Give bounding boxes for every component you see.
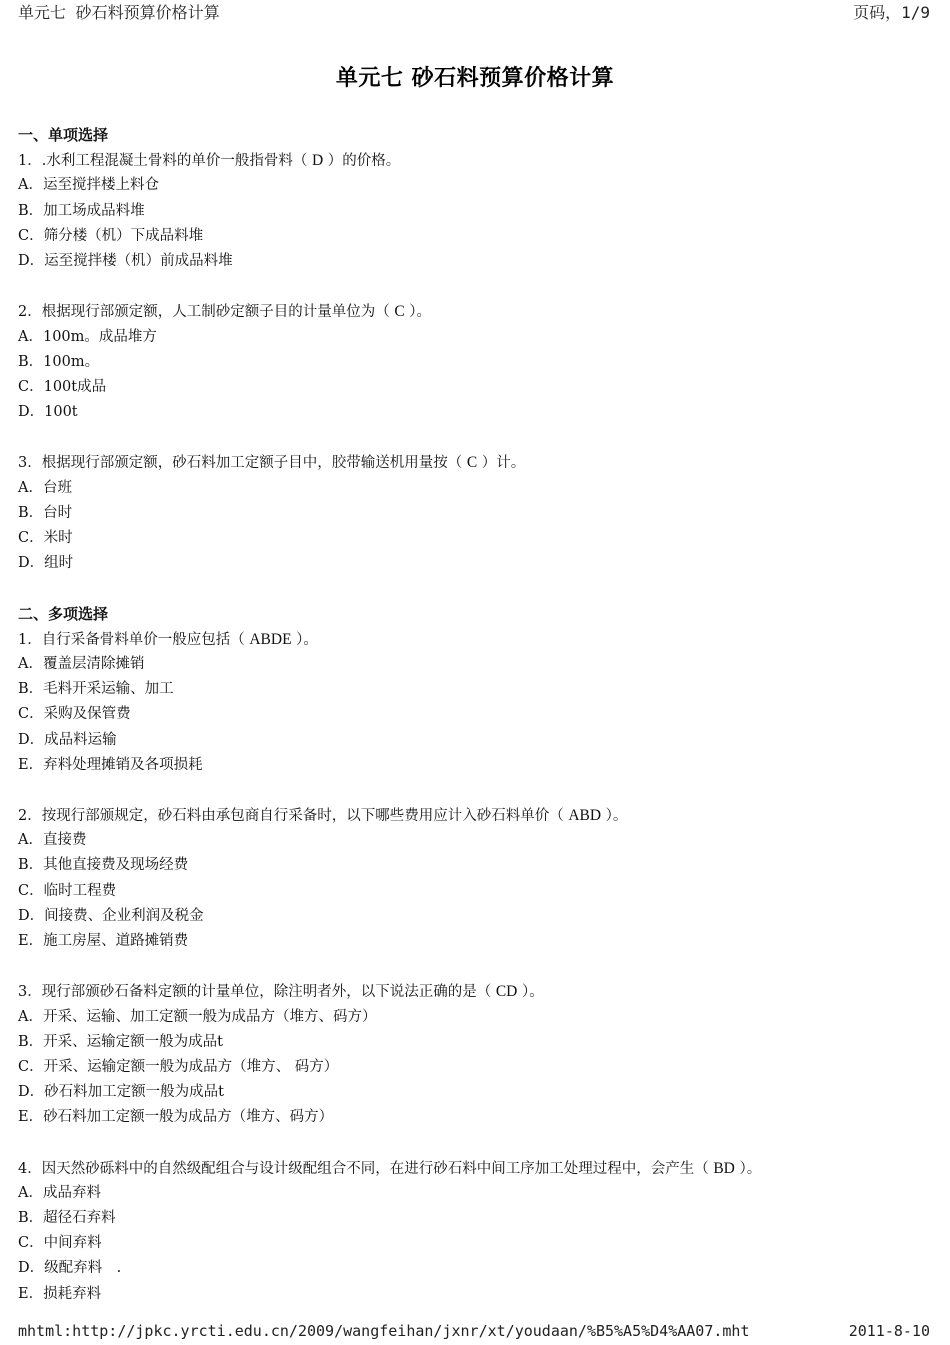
option-b: B．毛料开采运输、加工 <box>18 681 174 698</box>
option-e: E．施工房屋、道路摊销费 <box>18 933 189 949</box>
stem-text: 3．根据现行部颁定额，砂石料加工定额子目中，胶带输送机用量按（ <box>18 455 467 472</box>
answer-key: C <box>394 303 405 321</box>
stem-text-end: ）。 <box>517 984 544 1001</box>
question-stem <box>18 803 928 828</box>
option-b: B．其他直接费及现场经费 <box>18 857 189 874</box>
question-stem <box>18 979 928 1004</box>
question-stem <box>18 450 928 475</box>
question-item <box>18 450 928 576</box>
option-c: C．筛分楼（机）下成品料堆 <box>18 227 204 244</box>
option-b: B．台时 <box>18 504 73 521</box>
option-c: C．开采、运输定额一般为成品方（堆方、 码方） <box>18 1058 339 1075</box>
stem-text-end: ）。 <box>404 304 432 321</box>
option-b: B．超径石弃料 <box>18 1210 116 1227</box>
stem-text: 4．因天然砂砾料中的自然级配组合与设计级配组合不同，在进行砂石料中间工序加工处理过程中，会产生（ <box>18 1160 714 1177</box>
option-b: B．加工场成品料堆 <box>18 202 145 219</box>
stem-text-end: ）计。 <box>477 455 526 472</box>
option-a: A．开采、运输、加工定额一般为成品方（堆方、码方） <box>18 1008 377 1025</box>
section-heading: 一、单项选择 <box>18 126 109 144</box>
option-e: E．损耗弃料 <box>18 1285 102 1302</box>
stem-text: 2．按现行部颁规定，砂石料由承包商自行采备时，以下哪些费用应计入砂石料单价（ <box>18 808 569 825</box>
option-c: C．采购及保管费 <box>18 706 131 723</box>
page-title: 单元七 砂石料预算价格计算 <box>335 66 615 91</box>
document-body <box>18 123 928 1332</box>
option-a: A．100m。成品堆方 <box>18 328 157 345</box>
stem-text-end: ）。 <box>734 1160 762 1177</box>
answer-key: ABDE <box>249 630 292 648</box>
stem-text-end: ）。 <box>601 808 628 825</box>
answer-key: ABD <box>568 807 602 825</box>
stem-text: 3．现行部颁砂石备料定额的计量单位，除注明者外，以下说法正确的是（ <box>18 984 496 1001</box>
question-stem <box>18 148 928 173</box>
stem-text-end: ）。 <box>291 631 318 648</box>
option-e: E．砂石料加工定额一般为成品方（堆方、码方） <box>18 1109 334 1126</box>
question-stem <box>18 627 928 652</box>
page-number: 页码，1/9 <box>853 3 930 22</box>
option-d: D．成品料运输 <box>18 731 117 748</box>
option-d: D．砂石料加工定额一般为成品t <box>18 1084 224 1101</box>
print-footer <box>18 1322 930 1344</box>
option-a: A．直接费 <box>18 832 87 849</box>
answer-key: BD <box>713 1159 735 1177</box>
option-c: C．100t成品 <box>18 378 107 395</box>
question-stem <box>18 1156 928 1181</box>
option-c: C．临时工程费 <box>18 882 117 899</box>
stem-text-end: ）的价格。 <box>323 153 401 170</box>
option-d: D．组时 <box>18 555 74 572</box>
section-heading: 二、多项选择 <box>18 604 109 623</box>
question-item <box>18 627 928 778</box>
option-a: A．成品弃料 <box>18 1184 101 1201</box>
answer-key: CD <box>495 983 518 1001</box>
option-b: B．100m。 <box>18 353 100 370</box>
source-url: mhtml:http://jpkc.yrcti.edu.cn/2009/wangfeihan/jxnr/xt/youdaan/%B5%A5%D4%AA07.mht <box>18 1322 750 1340</box>
question-item <box>18 979 928 1130</box>
option-d: D．间接费、企业利润及税金 <box>18 907 204 924</box>
stem-text: 1．自行采备骨料单价一般应包括（ <box>18 631 250 648</box>
stem-text: 2．根据现行部颁定额，人工制砂定额子目的计量单位为（ <box>18 304 395 321</box>
print-header-title: 单元七 砂石料预算价格计算 <box>18 3 220 22</box>
print-header <box>18 0 930 24</box>
answer-key: D <box>311 152 324 170</box>
section-single-choice <box>18 123 928 576</box>
option-d: D．100t <box>18 404 78 421</box>
option-d: D．运至搅拌楼（机）前成品料堆 <box>18 252 233 269</box>
answer-key: C <box>466 454 478 472</box>
question-item <box>18 803 928 954</box>
option-a: A．台班 <box>18 479 72 496</box>
print-date: 2011-8-10 <box>848 1322 930 1340</box>
question-stem <box>18 299 928 324</box>
option-b: B．开采、运输定额一般为成品t <box>18 1033 223 1050</box>
option-d: D．级配弃料 . <box>18 1260 122 1277</box>
question-item <box>18 148 928 274</box>
option-a: A．覆盖层清除摊销 <box>18 655 145 672</box>
question-item <box>18 299 928 425</box>
section-multiple-choice <box>18 602 928 1307</box>
stem-text: 1．.水利工程混凝土骨料的单价一般指骨料（ <box>18 153 312 170</box>
option-a: A．运至搅拌楼上料仓 <box>18 177 159 194</box>
option-e: E．弃料处理摊销及各项损耗 <box>18 756 203 773</box>
option-c: C．中间弃料 <box>18 1235 102 1252</box>
question-item <box>18 1156 928 1307</box>
option-c: C．米时 <box>18 530 73 546</box>
